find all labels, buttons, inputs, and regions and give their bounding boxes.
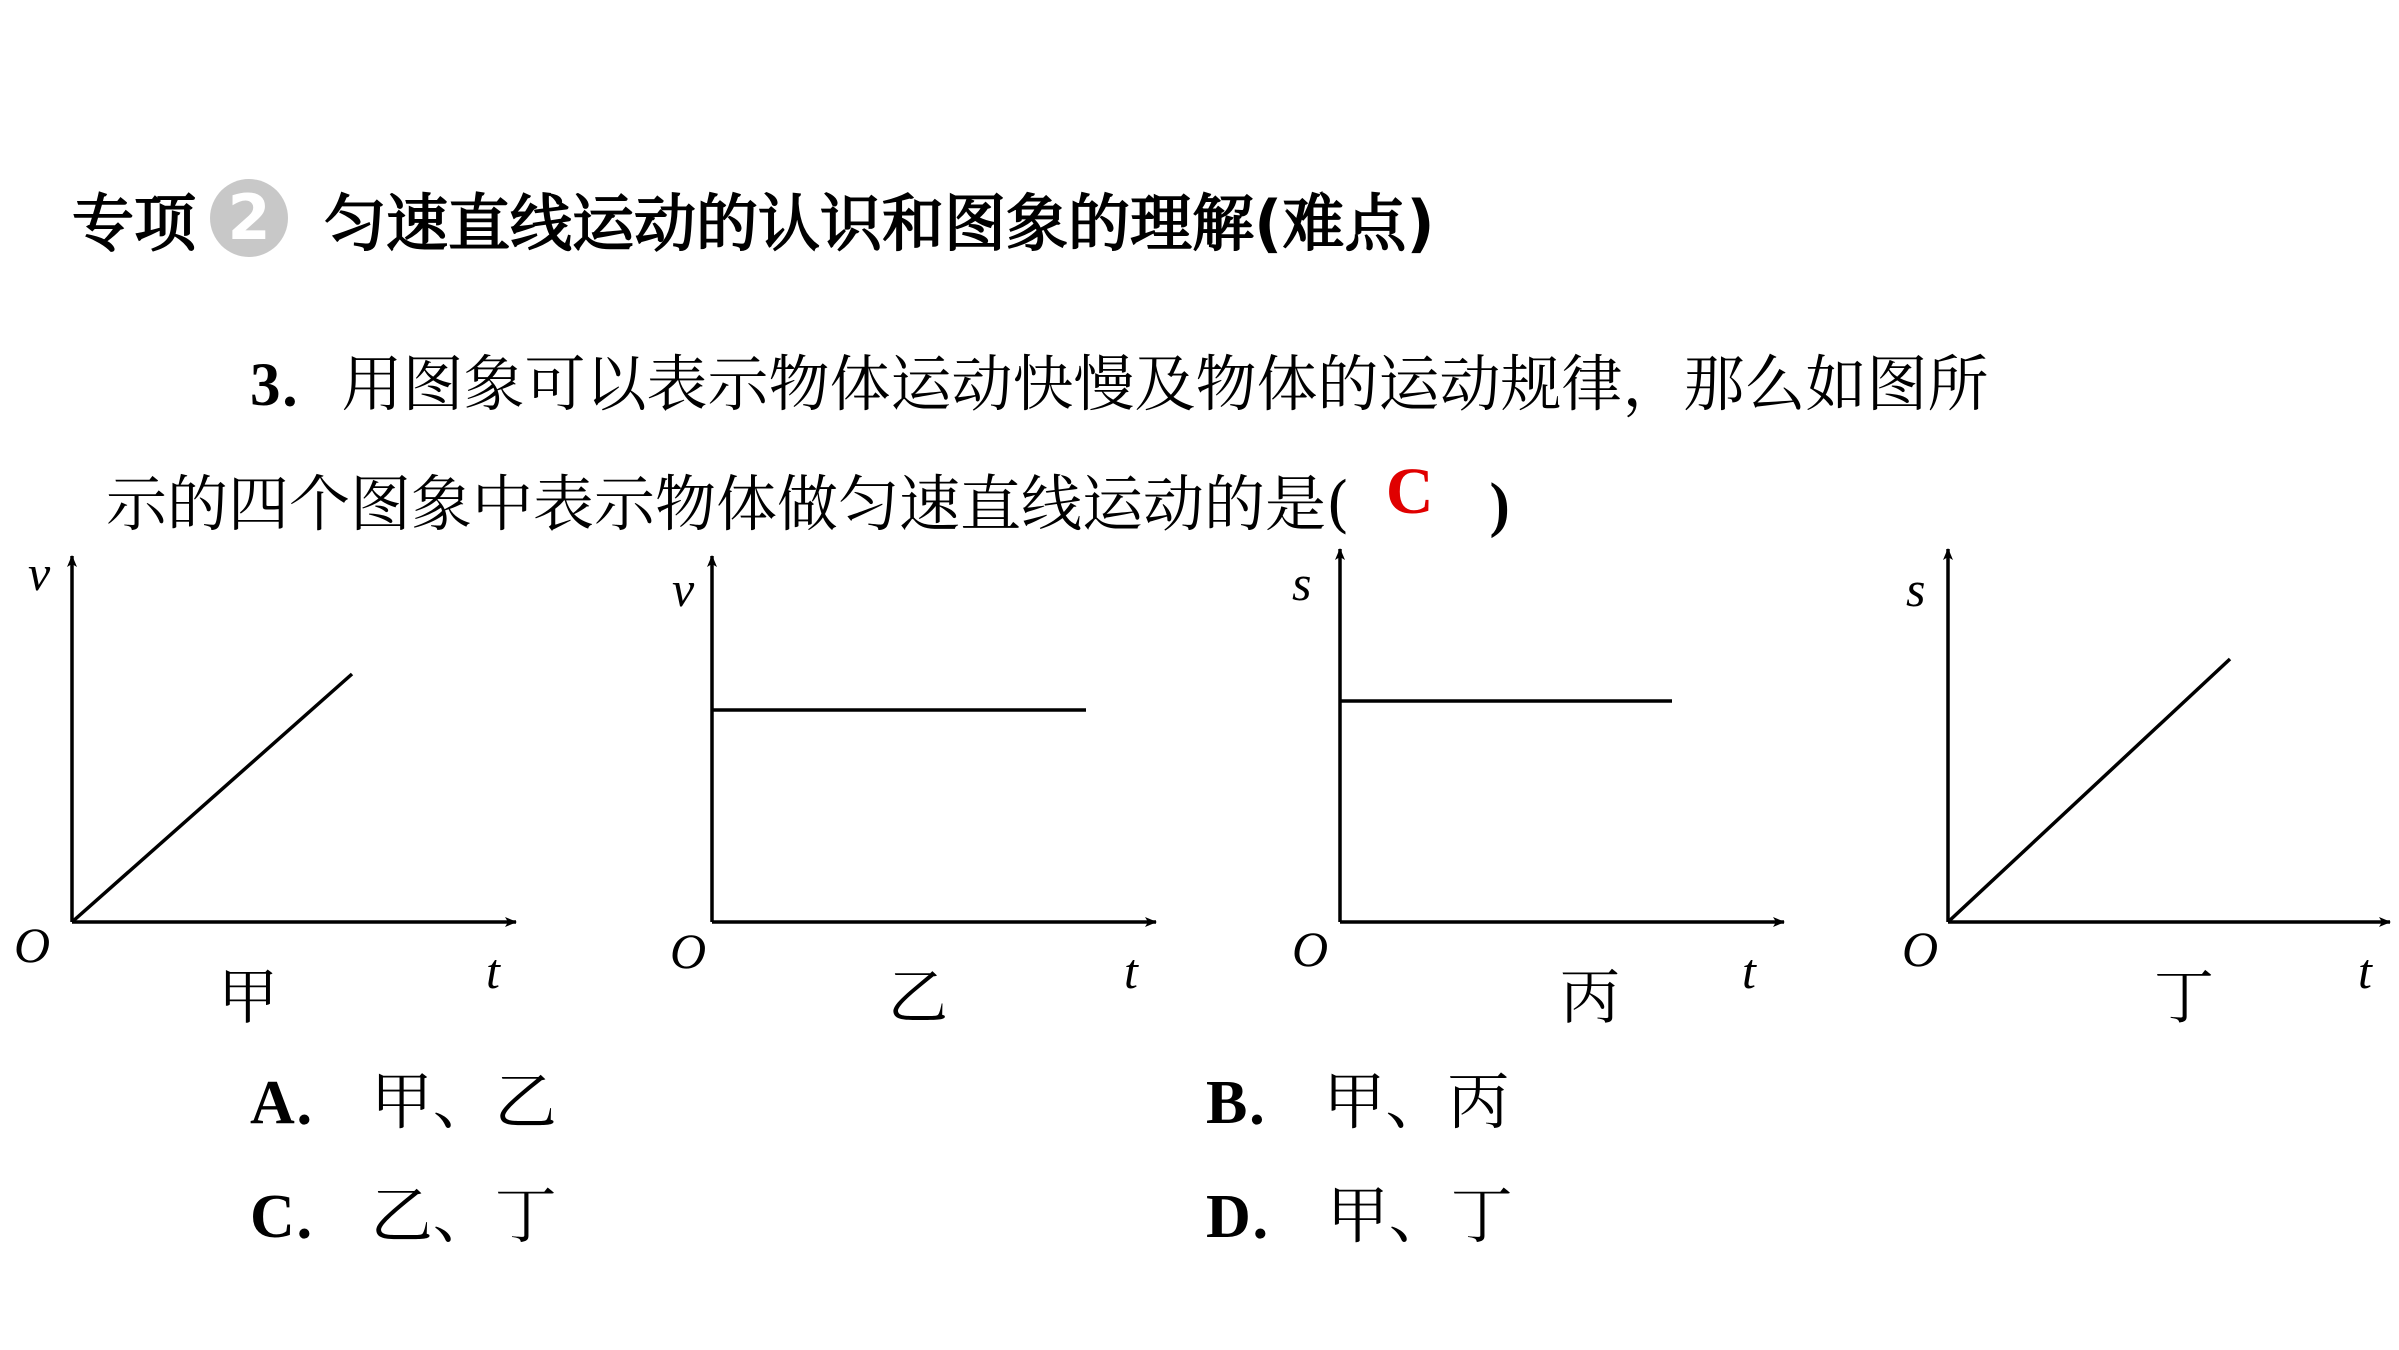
question-close-paren: )	[1489, 472, 1510, 539]
graph-1-origin-label: O	[14, 917, 51, 973]
graph-1-data-line	[72, 674, 352, 922]
graph-3	[1292, 549, 1784, 1033]
question-text-2: 示的四个图象中表示物体做匀速直线运动的是(	[106, 469, 1350, 540]
section-title: 匀速直线运动的认识和图象的理解(难点)	[324, 186, 1435, 260]
option-b-text: 甲、丙	[1323, 1065, 1510, 1138]
option-d-letter: D．	[1206, 1183, 1313, 1251]
graph-4	[1902, 549, 2390, 1033]
option-a-letter: A．	[250, 1069, 357, 1137]
option-c-letter: C．	[250, 1183, 357, 1251]
question-number: 3．	[250, 352, 342, 419]
option-b	[1206, 1052, 1509, 1141]
graph-2	[670, 556, 1156, 1033]
option-b-letter: B．	[1206, 1069, 1310, 1137]
option-a	[250, 1052, 557, 1141]
option-c	[250, 1166, 557, 1255]
answer-mark: C	[1385, 455, 1434, 528]
section-number-badge: 2	[210, 179, 288, 257]
graph-2-caption: 乙	[888, 963, 948, 1033]
graph-3-x-label: t	[1742, 943, 1756, 999]
graph-2-origin-label: O	[670, 923, 707, 979]
graph-4-origin-label: O	[1902, 921, 1939, 977]
graph-2-x-label: t	[1124, 943, 1138, 999]
option-c-text: 乙、丁	[370, 1179, 557, 1252]
option-d	[1206, 1166, 1513, 1255]
graph-1	[14, 545, 516, 1033]
graph-3-origin-label: O	[1292, 921, 1329, 977]
graph-4-x-label: t	[2358, 943, 2372, 999]
graph-4-y-label: s	[1906, 561, 1926, 617]
section-prefix: 专项	[72, 186, 197, 260]
option-a-text: 甲、乙	[370, 1065, 557, 1138]
graph-1-y-label: v	[28, 545, 51, 601]
graph-1-caption: 甲	[218, 963, 278, 1033]
graph-1-x-label: t	[486, 943, 500, 999]
option-d-text: 甲、丁	[1326, 1179, 1513, 1252]
graph-3-y-label: s	[1292, 555, 1312, 611]
graph-4-caption: 丁	[2154, 963, 2214, 1033]
graph-2-y-label: v	[672, 561, 695, 617]
question-text-1: 用图象可以表示物体运动快慢及物体的运动规律，那么如图所	[341, 349, 1989, 420]
graph-3-caption: 丙	[1560, 963, 1620, 1033]
graph-4-data-line	[1948, 659, 2230, 922]
